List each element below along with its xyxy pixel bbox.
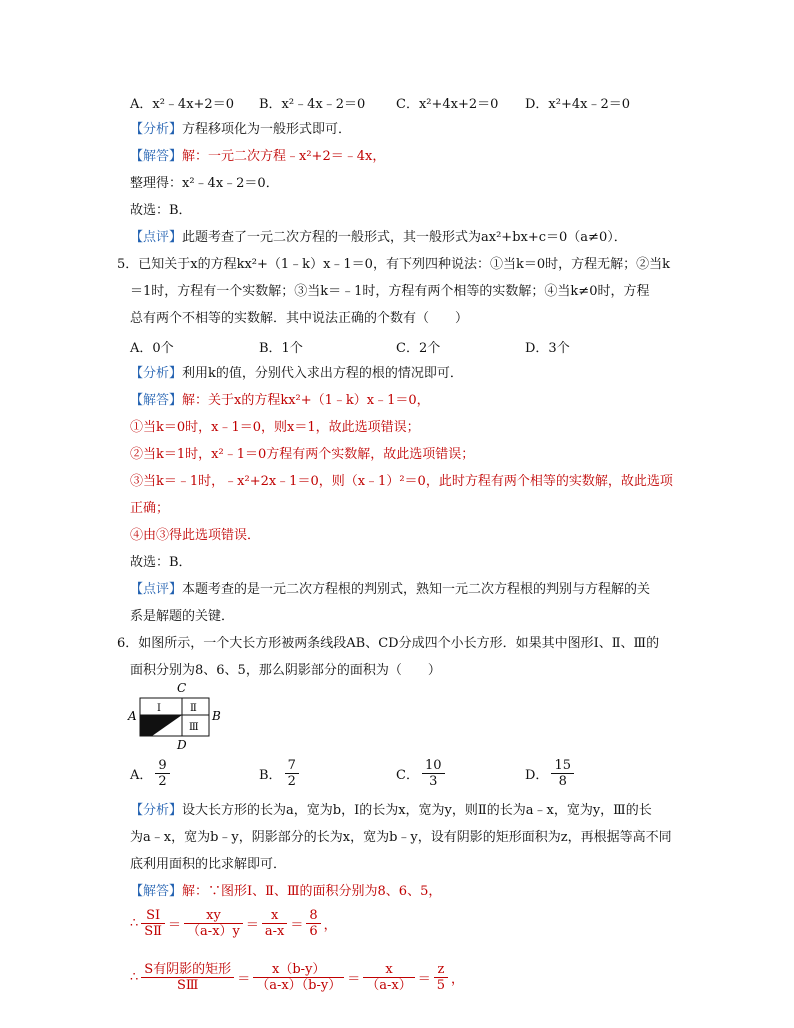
answer-tag: 【解答】 xyxy=(130,393,183,408)
numerator: 15 xyxy=(551,758,574,774)
numerator: z xyxy=(434,962,448,978)
area-ratio-fraction xyxy=(141,908,165,939)
q5-answer-4: ③当k＝﹣1时，﹣x²+2x﹣1＝0，则（x﹣1）²＝0，此时方程有两个相等的实数解，故此选项 xyxy=(130,474,673,489)
q5-comment-line xyxy=(130,580,650,600)
region-ii-label: Ⅱ xyxy=(190,703,197,714)
denominator: （a-x）（b-y） xyxy=(256,978,342,993)
rectangle-figure xyxy=(126,680,226,752)
value-fraction xyxy=(306,908,320,939)
q5-answer-6: ④由③得此选项错误． xyxy=(130,528,261,543)
q4-comment-line xyxy=(130,228,627,248)
analysis-tag: 【分析】 xyxy=(130,366,183,381)
option-fraction xyxy=(551,758,574,789)
q4-option-a: A．x²﹣4x+2＝0 xyxy=(130,97,234,112)
simplified-fraction xyxy=(363,962,414,993)
label-a: A xyxy=(128,709,137,723)
q5-analysis-line xyxy=(130,364,463,384)
shaded-region xyxy=(140,715,182,736)
q4-option-c: C．x²+4x+2＝0 xyxy=(396,97,499,112)
q4-option-d: D．x²+4x﹣2＝0 xyxy=(525,97,631,112)
option-letter: C． xyxy=(396,768,419,783)
q6-option-a xyxy=(130,758,173,789)
q6-analysis-3: 底利用面积的比求解即可． xyxy=(130,857,287,872)
denominator: SⅡ xyxy=(144,924,163,939)
q5-answer-2: ①当k＝0时，x﹣1＝0，则x＝1，故此选项错误； xyxy=(130,420,420,435)
q5-answer-3: ②当k＝1时，x²﹣1＝0方程有两个实数解，故此选项错误； xyxy=(130,447,475,462)
therefore-symbol: ∴ xyxy=(130,970,139,985)
q6-analysis-line xyxy=(130,801,652,821)
q5-option-b: B．1个 xyxy=(259,341,303,356)
q5-stem-3: 总有两个不相等的实数解．其中说法正确的个数有（ ） xyxy=(130,311,469,326)
area-ratio-fraction xyxy=(141,962,234,993)
q5-choice: 故选：B． xyxy=(130,555,192,570)
denominator: 6 xyxy=(309,924,318,939)
analysis-tag: 【分析】 xyxy=(130,803,183,818)
q6-option-d xyxy=(525,758,577,789)
therefore-symbol: ∴ xyxy=(130,916,139,931)
numerator: x（b-y） xyxy=(253,962,344,978)
q6-analysis-1: 设大长方形的长为a，宽为b，Ⅰ的长为x，宽为y，则Ⅱ的长为a﹣x，宽为y，Ⅲ的长 xyxy=(182,803,652,818)
numerator: 10 xyxy=(422,758,445,774)
numerator: x xyxy=(262,908,287,924)
q5-stem-1: 5．已知关于x的方程kx²+（1﹣k）x﹣1＝0，有下列四种说法：①当k＝0时，方程无解；②当k xyxy=(117,257,670,272)
q6-equation-1 xyxy=(130,908,337,939)
denominator: 2 xyxy=(287,774,296,789)
q5-stem-2: ＝1时，方程有一个实数解；③当k＝﹣1时，方程有两个相等的实数解；④当k≠0时，方程 xyxy=(130,284,650,299)
label-b: B xyxy=(212,709,221,723)
simplified-fraction xyxy=(262,908,287,939)
answer-tag: 【解答】 xyxy=(130,884,183,899)
analysis-tag: 【分析】 xyxy=(130,122,183,137)
equals-sign: ＝ xyxy=(290,918,304,933)
denominator: 2 xyxy=(158,774,167,789)
q5-answer-5: 正确； xyxy=(130,501,170,516)
option-fraction xyxy=(285,758,299,789)
comment-tag: 【点评】 xyxy=(130,230,183,245)
denominator: （a-x）y xyxy=(187,924,240,939)
denominator: 5 xyxy=(436,978,446,993)
denominator: a-x xyxy=(264,924,285,939)
equals-sign: ＝ xyxy=(245,918,259,933)
equals-sign: ＝ xyxy=(168,918,182,933)
q4-answer: 解：一元二次方程﹣x²+2＝﹣4x， xyxy=(182,149,386,164)
q6-option-b xyxy=(259,758,302,789)
numerator: 7 xyxy=(285,758,299,774)
q4-choice: 故选：B． xyxy=(130,203,192,218)
q6-equation-2 xyxy=(130,962,464,993)
q4-analysis: 方程移项化为一般形式即可． xyxy=(182,122,352,137)
q5-answer-line xyxy=(130,391,430,411)
denominator: 8 xyxy=(558,774,567,789)
q4-analysis-line xyxy=(130,120,351,140)
numerator: xy xyxy=(184,908,243,924)
equals-sign: ＝ xyxy=(347,972,361,987)
equals-sign: ＝ xyxy=(417,972,431,987)
q5-comment-2: 系是解题的关键． xyxy=(130,609,235,624)
denominator: （a-x） xyxy=(366,978,412,993)
dimension-fraction xyxy=(184,908,243,939)
q5-analysis: 利用k的值，分别代入求出方程的根的情况即可． xyxy=(182,366,463,381)
label-c: C xyxy=(177,681,187,695)
numerator: x xyxy=(363,962,414,978)
label-d: D xyxy=(177,738,187,752)
q5-comment-1: 本题考查的是一元二次方程根的判别式，熟知一元二次方程根的判别与方程解的关 xyxy=(182,582,651,597)
numerator: S有阴影的矩形 xyxy=(141,962,234,978)
q4-tidy: 整理得：x²﹣4x﹣2＝0． xyxy=(130,176,279,191)
q5-answer-1: 解：关于x的方程kx²+（1﹣k）x﹣1＝0， xyxy=(182,393,430,408)
q6-analysis-2: 为a﹣x，宽为b﹣y，阴影部分的长为x，宽为b﹣y，设有阴影的矩形面积为z，再根据等高不同 xyxy=(130,830,672,845)
region-i-label: Ⅰ xyxy=(157,703,161,714)
q6-option-c xyxy=(396,758,448,789)
q5-option-d: D．3个 xyxy=(525,341,570,356)
option-letter: A． xyxy=(130,768,153,783)
numerator: 8 xyxy=(306,908,320,924)
answer-tag: 【解答】 xyxy=(130,149,183,164)
q6-answer-line xyxy=(130,882,441,902)
q5-option-a: A．0个 xyxy=(130,341,174,356)
equals-sign: ＝ xyxy=(237,972,251,987)
option-letter: B． xyxy=(259,768,282,783)
q4-option-b: B．x²﹣4x﹣2＝0 xyxy=(259,97,366,112)
region-iii-label: Ⅲ xyxy=(189,722,199,733)
numerator: SⅠ xyxy=(141,908,165,924)
option-fraction xyxy=(422,758,445,789)
denominator: SⅢ xyxy=(177,978,199,993)
comment-tag: 【点评】 xyxy=(130,582,183,597)
q4-answer-line xyxy=(130,147,385,167)
option-letter: D． xyxy=(525,768,549,783)
q6-answer-1: 解：∵图形Ⅰ、Ⅱ、Ⅲ的面积分别为8、6、5， xyxy=(182,884,442,899)
value-fraction xyxy=(434,962,448,993)
denominator: 3 xyxy=(429,774,438,789)
option-fraction xyxy=(155,758,169,789)
q6-stem-1: 6．如图所示，一个大长方形被两条线段AB、CD分成四个小长方形．如果其中图形Ⅰ、Ⅱ、Ⅲ的 xyxy=(117,636,660,651)
comma: ， xyxy=(323,918,337,933)
q5-option-c: C．2个 xyxy=(396,341,441,356)
q6-stem-2: 面积分别为8、6、5，那么阴影部分的面积为（ ） xyxy=(130,663,441,678)
q4-comment: 此题考查了一元二次方程的一般形式，其一般形式为ax²+bx+c＝0（a≠0）． xyxy=(182,230,627,245)
numerator: 9 xyxy=(155,758,169,774)
comma: ， xyxy=(451,972,465,987)
dimension-fraction xyxy=(253,962,344,993)
